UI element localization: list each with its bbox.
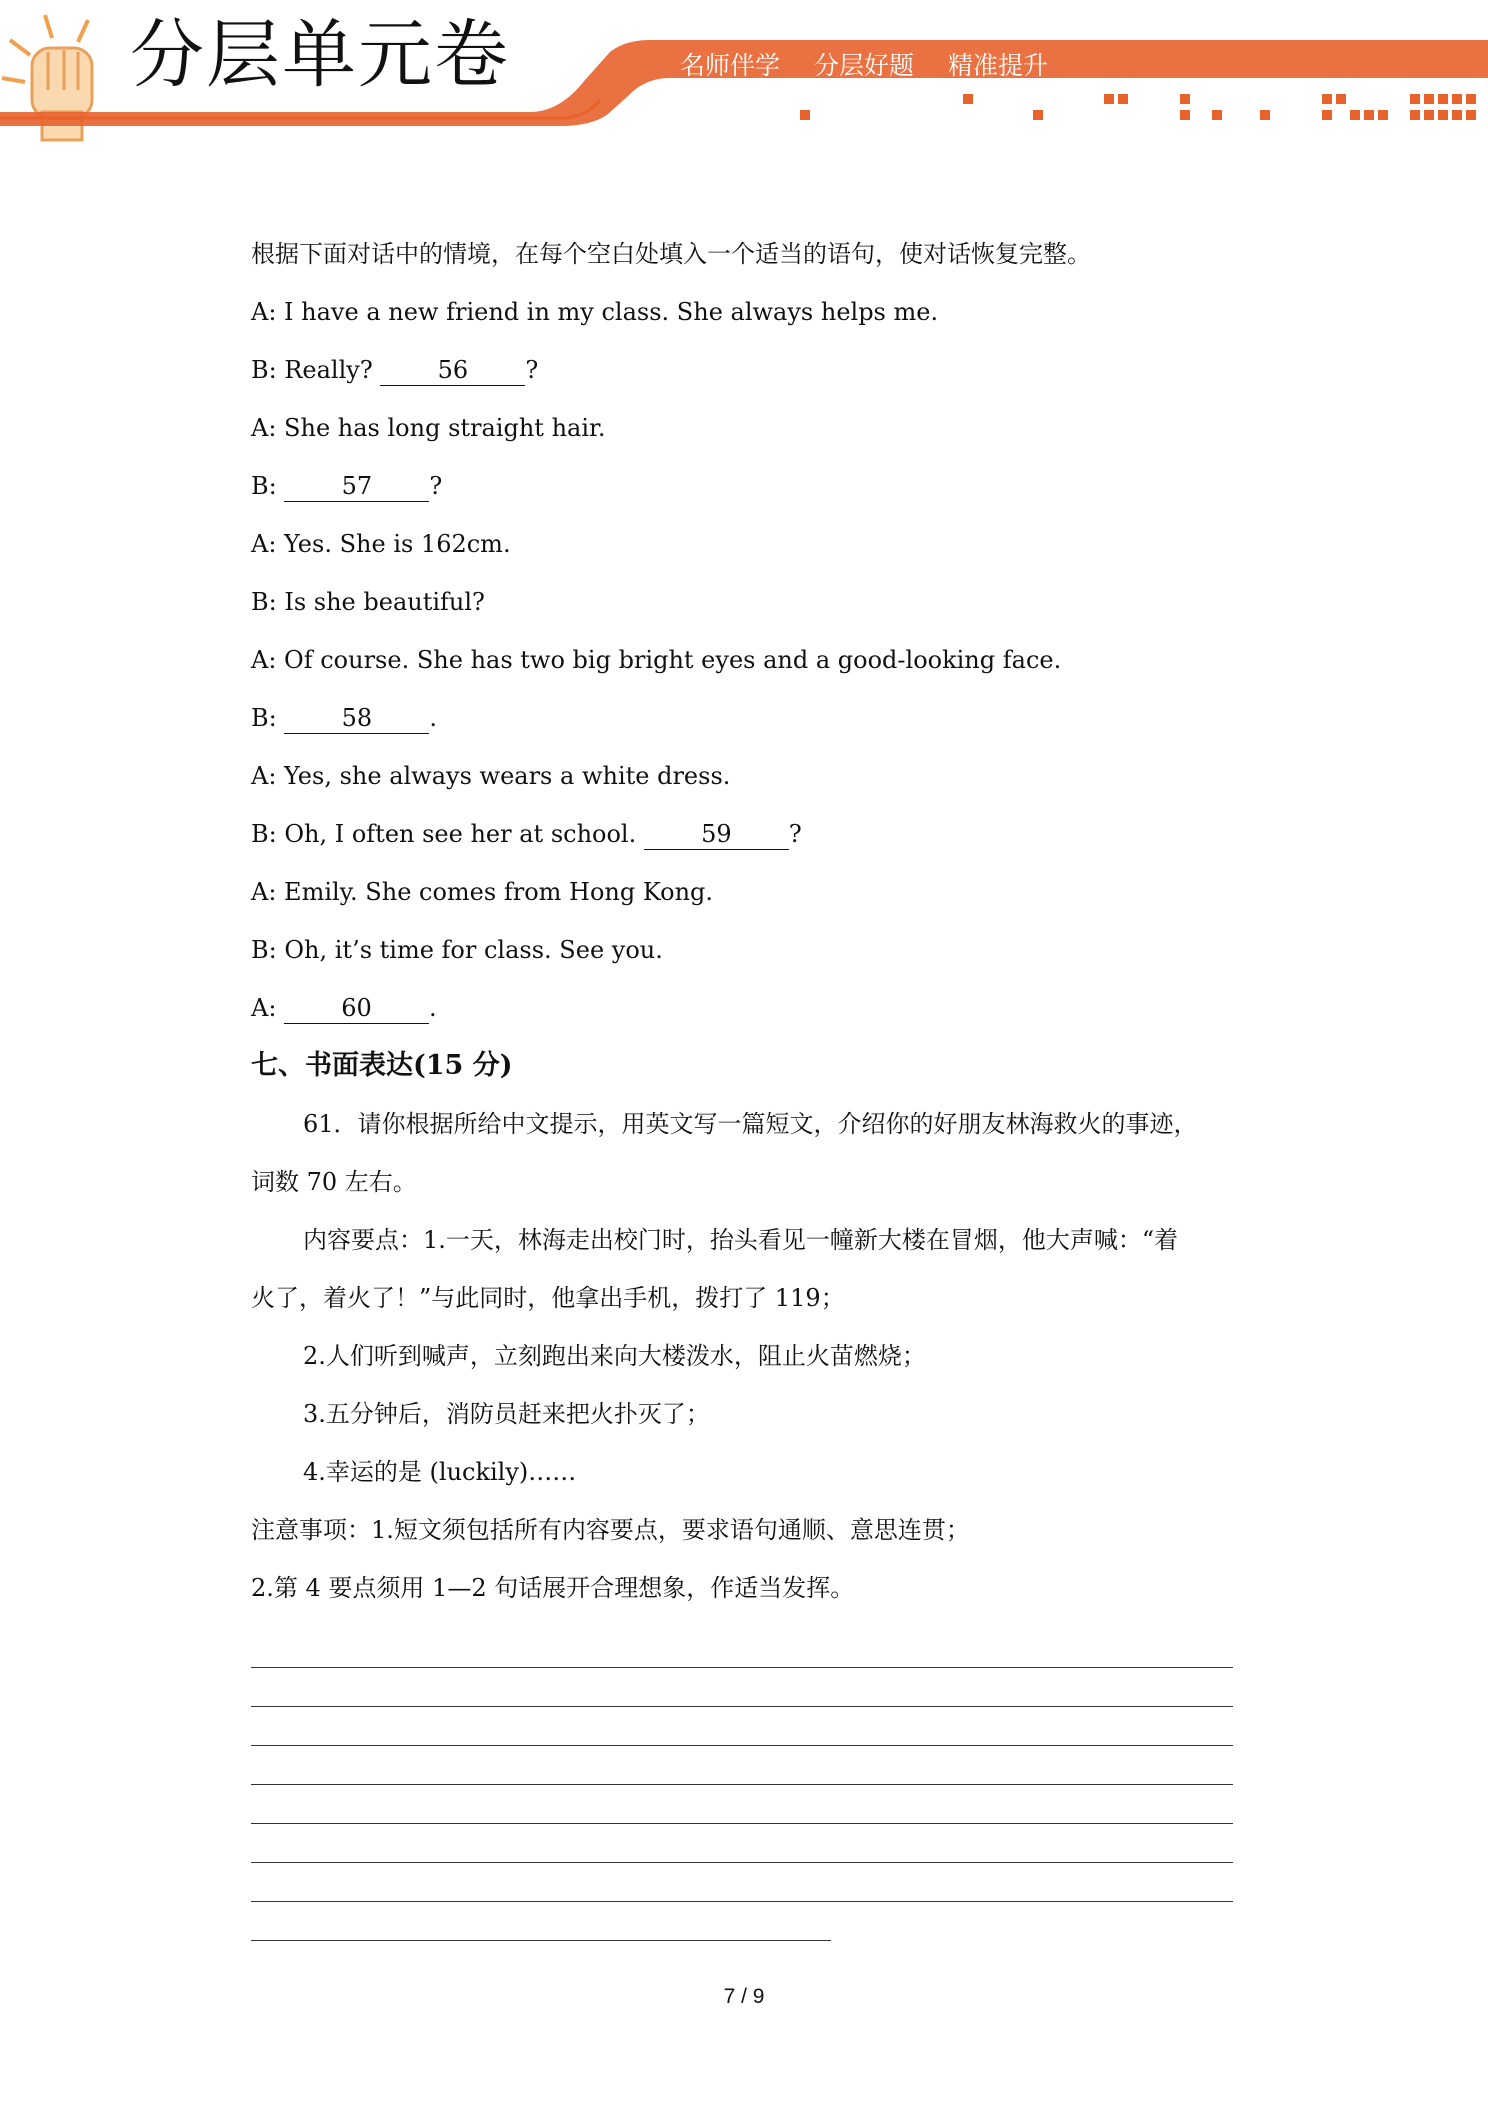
line-prefix: A:: [251, 994, 285, 1022]
dialogue-line: [251, 805, 1241, 863]
dialogue-line: A: I have a new friend in my class. She always helps me.: [251, 298, 939, 326]
writing-prompt: 61．请你根据所给中文提示，用英文写一篇短文，介绍你的好朋友林海救火的事迹，: [303, 1110, 1198, 1138]
page-number: 7 / 9: [723, 1985, 765, 2008]
decorative-squares: [800, 94, 1476, 120]
line-suffix: ?: [429, 472, 443, 500]
notes: 注意事项：1.短文须包括所有内容要点，要求语句通顺、意思连贯；: [251, 1516, 970, 1544]
dialogue-line: A: She has long straight hair.: [251, 414, 606, 442]
content-point-2: 2.人们听到喊声，立刻跑出来向大楼泼水，阻止火苗燃烧；: [303, 1342, 926, 1370]
dialogue-line: B: Is she beautiful?: [251, 588, 485, 616]
line-suffix: ?: [525, 356, 539, 384]
brand-title: 分层单元卷: [130, 12, 510, 98]
dialogue-line: A: Yes. She is 162cm.: [251, 530, 511, 558]
answer-line[interactable]: [251, 1863, 1233, 1902]
dialogue-line: A: Emily. She comes from Hong Kong.: [251, 878, 714, 906]
content-points-cont: 火了，着火了！”与此同时，他拿出手机，拨打了 119；: [251, 1284, 845, 1312]
answer-blank-60[interactable]: 60: [284, 997, 429, 1024]
answer-line[interactable]: [251, 1629, 1233, 1668]
dialogue-line: B: Oh, it’s time for class. See you.: [251, 936, 663, 964]
answer-blank-56[interactable]: 56: [380, 359, 525, 386]
slogan-item: 分层好题: [813, 51, 914, 80]
dialogue-line: [251, 689, 1241, 747]
line-suffix: .: [429, 994, 437, 1022]
answer-line[interactable]: [251, 1668, 1233, 1707]
answer-line[interactable]: [251, 1785, 1233, 1824]
writing-prompt-cont: 词数 70 左右。: [251, 1168, 417, 1196]
page-header: [0, 0, 1488, 150]
dialogue-line: [251, 341, 1241, 399]
line-prefix: B:: [251, 704, 285, 732]
line-prefix: B: Really?: [251, 356, 381, 384]
answer-line[interactable]: [251, 1746, 1233, 1785]
header-slogan: [680, 46, 1074, 82]
dialogue-instruction: 根据下面对话中的情境，在每个空白处填入一个适当的语句，使对话恢复完整。: [251, 240, 1091, 268]
slogan-item: 精准提升: [947, 51, 1048, 80]
answer-blank-59[interactable]: 59: [644, 823, 789, 850]
dialogue-line: A: Yes, she always wears a white dress.: [251, 762, 731, 790]
answer-blank-58[interactable]: 58: [284, 707, 429, 734]
content-points: 内容要点：1.一天，林海走出校门时，抬头看见一幢新大楼在冒烟，他大声喊：“着: [303, 1226, 1179, 1254]
line-suffix: .: [429, 704, 437, 732]
answer-blank-57[interactable]: 57: [284, 475, 429, 502]
line-prefix: B:: [251, 472, 285, 500]
page-content: [251, 225, 1241, 1941]
answer-line[interactable]: [251, 1902, 831, 1941]
content-point-4: 4.幸运的是 (luckily)……: [303, 1458, 577, 1486]
dialogue-line: A: Of course. She has two big bright eyes and a good-looking face.: [251, 646, 1062, 674]
answer-line[interactable]: [251, 1824, 1233, 1863]
line-prefix: B: Oh, I often see her at school.: [251, 820, 644, 848]
slogan-item: 名师伴学: [680, 51, 781, 80]
notes-cont: 2.第 4 要点须用 1—2 句话展开合理想象，作适当发挥。: [251, 1574, 855, 1602]
line-suffix: ?: [788, 820, 802, 848]
content-point-3: 3.五分钟后，消防员赶来把火扑灭了；: [303, 1400, 710, 1428]
answer-line[interactable]: [251, 1707, 1233, 1746]
dialogue-line: [251, 979, 1241, 1037]
writing-answer-area[interactable]: [251, 1629, 1241, 1941]
dialogue-line: [251, 457, 1241, 515]
section-title: 七、书面表达(15 分): [251, 1050, 513, 1081]
